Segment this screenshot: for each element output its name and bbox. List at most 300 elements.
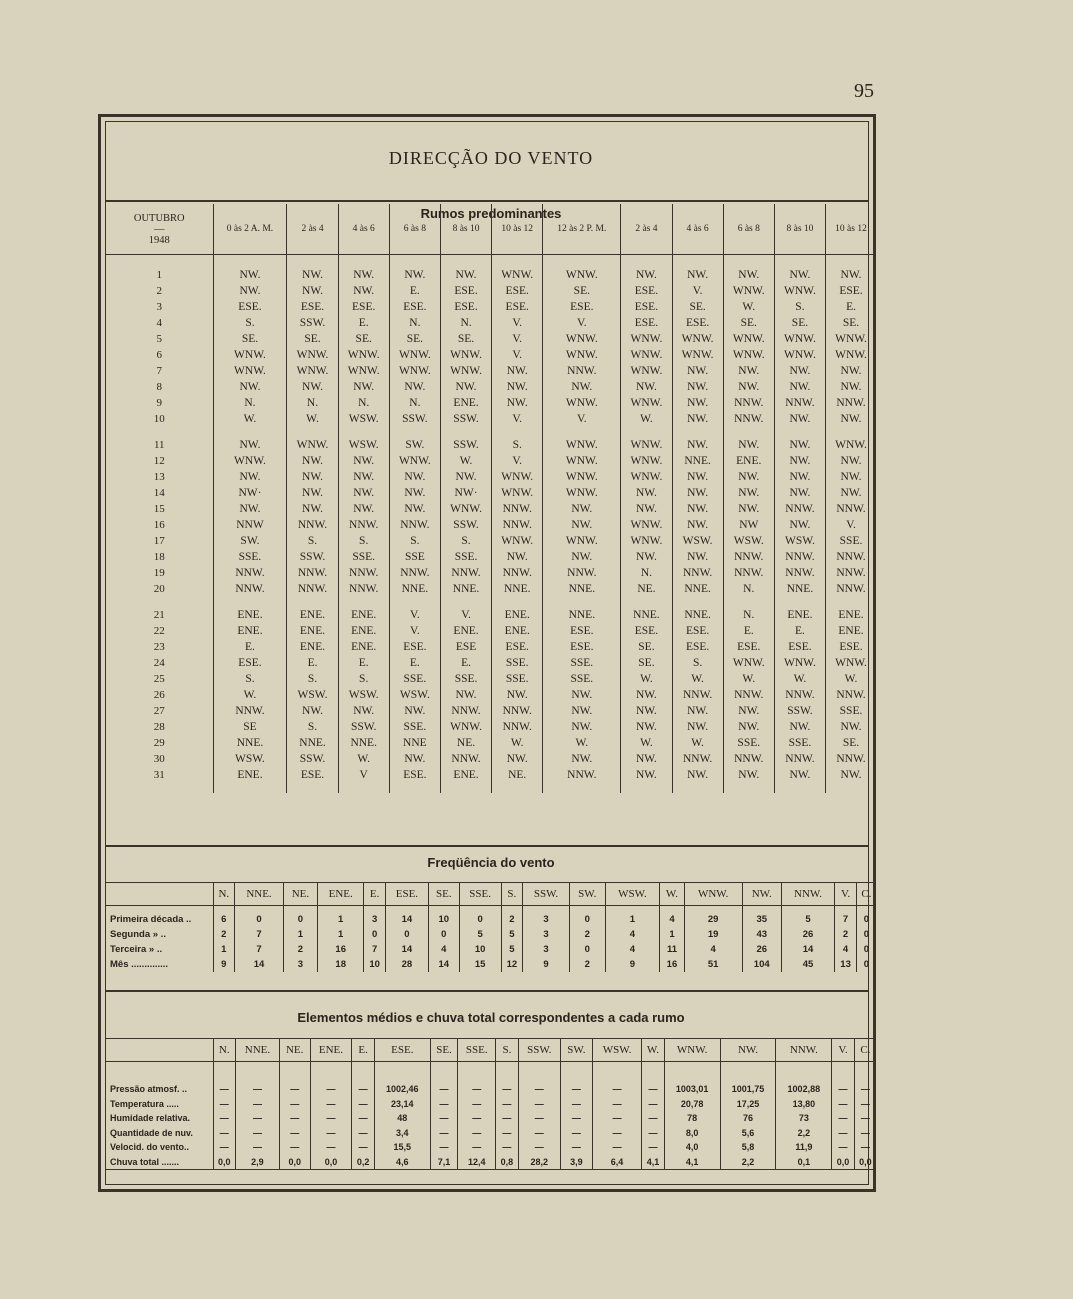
wind-direction-cell: WNW. [213, 347, 287, 363]
wind-direction-cell: NW. [492, 379, 543, 395]
frequency-cell: 3 [523, 942, 570, 957]
spacer-cell [430, 1062, 458, 1083]
element-cell: 2,2 [776, 1126, 832, 1141]
wind-direction-cell: WNW. [672, 347, 723, 363]
day-number: 22 [153, 625, 165, 637]
wind-direction-cell: V. [543, 411, 621, 427]
table-row [106, 581, 876, 597]
element-cell: — [642, 1126, 665, 1141]
frequency-cell: 14 [235, 957, 284, 972]
element-cell: — [310, 1140, 352, 1155]
element-cell: 48 [374, 1111, 430, 1126]
direction-header: NNE. [235, 883, 284, 906]
spacer-cell [389, 783, 440, 793]
table-row [106, 501, 876, 517]
day-number: 24 [153, 657, 165, 669]
wind-direction-cell: NNE. [389, 581, 440, 597]
spacer-cell [287, 597, 338, 607]
spacer-row [106, 597, 876, 607]
wind-direction-cell: NNW. [774, 565, 825, 581]
frequency-cell: 51 [684, 957, 742, 972]
frequency-title: Freqüência do vento [427, 855, 555, 870]
direction-header: E. [352, 1039, 375, 1062]
table-row [106, 1140, 876, 1155]
wind-direction-cell: NNW. [440, 703, 491, 719]
wind-direction-cell: NW. [543, 517, 621, 533]
frequency-cell: 3 [523, 912, 570, 927]
table-row [106, 331, 876, 347]
wind-direction-cell: ENE. [213, 607, 287, 623]
wind-direction-cell: NW. [213, 437, 287, 453]
wind-direction-cell: NNE. [543, 607, 621, 623]
direction-header: SE. [428, 883, 459, 906]
wind-direction-cell: SE. [621, 655, 672, 671]
wind-direction-cell: ESE. [492, 299, 543, 315]
wind-direction-cell: WNW. [213, 363, 287, 379]
day-number: 10 [153, 413, 165, 425]
direction-header: SSE. [458, 1039, 496, 1062]
element-cell: — [430, 1097, 458, 1112]
wind-direction-cell: S. [287, 533, 338, 549]
element-cell: 0,0 [832, 1155, 855, 1170]
wind-direction-cell: V. [672, 283, 723, 299]
element-cell: 4,1 [642, 1155, 665, 1170]
wind-direction-cell: SSE. [389, 719, 440, 735]
spacer-cell [543, 255, 621, 268]
element-cell: — [352, 1082, 375, 1097]
wind-direction-cell: E. [723, 623, 774, 639]
wind-direction-cell: NNW. [826, 565, 876, 581]
wind-direction-cell: NNW. [389, 565, 440, 581]
wind-direction-cell: NW· [440, 485, 491, 501]
frequency-cell: 1 [213, 942, 235, 957]
direction-header: N. [213, 1039, 236, 1062]
wind-direction-cell: NW. [826, 453, 876, 469]
wind-direction-cell: NNW. [826, 581, 876, 597]
wind-direction-cell: NW. [774, 379, 825, 395]
element-cell: 1002,46 [374, 1082, 430, 1097]
spacer-cell [774, 255, 825, 268]
wind-direction-cell: NNE. [213, 735, 287, 751]
direction-header: NNW. [776, 1039, 832, 1062]
wind-direction-cell: NW. [672, 719, 723, 735]
table-row [106, 927, 876, 942]
spacer-cell [213, 1062, 236, 1083]
wind-direction-cell: NW. [543, 501, 621, 517]
wind-direction-cell: NNW. [440, 565, 491, 581]
wind-direction-cell: NW. [621, 267, 672, 283]
direction-header: C. [854, 1039, 876, 1062]
table-row [106, 719, 876, 735]
wind-direction-cell: NW. [543, 549, 621, 565]
spacer-cell [642, 1062, 665, 1083]
wind-direction-cell: WSW. [338, 687, 389, 703]
wind-direction-cell: ESE. [621, 283, 672, 299]
direction-header: NE. [279, 1039, 310, 1062]
frequency-cell: 26 [781, 927, 835, 942]
wind-direction-cell: NW. [723, 501, 774, 517]
wind-direction-cell: E. [338, 315, 389, 331]
wind-direction-cell: WSW. [389, 687, 440, 703]
wind-direction-cell: ESE. [826, 283, 876, 299]
element-cell: 78 [664, 1111, 720, 1126]
wind-direction-cell: NNW. [774, 751, 825, 767]
wind-direction-cell: NW. [672, 363, 723, 379]
wind-direction-cell: V. [389, 607, 440, 623]
frequency-corner [106, 883, 213, 906]
wind-direction-cell: WSW. [338, 437, 389, 453]
day-number: 27 [153, 705, 165, 717]
frequency-cell: 1 [317, 912, 363, 927]
frequency-cell: 14 [385, 912, 428, 927]
day-number: 12 [153, 455, 165, 467]
table-row [106, 1155, 876, 1170]
wind-direction-cell: NNW. [774, 501, 825, 517]
hour-header: 10 às 12 [492, 204, 543, 255]
elements-header-row [106, 1039, 876, 1062]
frequency-cell: 2 [569, 927, 605, 942]
wind-direction-cell: WNW. [621, 469, 672, 485]
direction-header: S. [501, 883, 522, 906]
frequency-cell: 0 [283, 912, 317, 927]
frequency-cell: 14 [385, 942, 428, 957]
wind-direction-cell: ESE. [492, 639, 543, 655]
wind-direction-cell: SSE [389, 549, 440, 565]
element-cell: — [642, 1082, 665, 1097]
wind-direction-cell: ESE. [440, 299, 491, 315]
wind-direction-cell: ENE. [492, 607, 543, 623]
frequency-cell: 9 [213, 957, 235, 972]
frequency-cell: 0 [459, 912, 501, 927]
wind-direction-cell: NNW. [492, 565, 543, 581]
wind-direction-cell: ESE. [621, 299, 672, 315]
wind-direction-cell: W. [621, 411, 672, 427]
elements-divider [106, 990, 868, 992]
direction-header: SSE. [459, 883, 501, 906]
wind-direction-cell: NNW. [826, 501, 876, 517]
wind-direction-cell: S. [774, 299, 825, 315]
wind-direction-cell: E. [389, 655, 440, 671]
wind-direction-cell: SSW. [440, 517, 491, 533]
wind-direction-cell: WNW. [543, 395, 621, 411]
frequency-cell: 0 [856, 912, 876, 927]
direction-header: NNE. [236, 1039, 280, 1062]
day-number: 5 [156, 333, 162, 345]
wind-direction-cell: S. [672, 655, 723, 671]
wind-direction-cell: ESE. [287, 299, 338, 315]
table-row [106, 533, 876, 549]
frequency-cell: 9 [523, 957, 570, 972]
wind-direction-cell: NNW. [492, 501, 543, 517]
month-label: OUTUBRO [133, 212, 185, 224]
wind-direction-cell: SSE. [543, 655, 621, 671]
wind-direction-cell: SE. [440, 331, 491, 347]
wind-direction-cell: WSW. [338, 411, 389, 427]
wind-direction-cell: SSE. [826, 703, 876, 719]
frequency-cell: 0 [428, 927, 459, 942]
wind-direction-cell: ESE. [440, 283, 491, 299]
direction-header: N. [213, 883, 235, 906]
spacer-cell [854, 1062, 876, 1083]
table-row [106, 942, 876, 957]
wind-direction-cell: NW. [543, 703, 621, 719]
frequency-cell: 43 [742, 927, 781, 942]
wind-direction-cell: WNW. [287, 437, 338, 453]
wind-direction-cell: SSW. [440, 411, 491, 427]
wind-direction-cell: WNW. [389, 347, 440, 363]
wind-direction-cell: NW. [826, 363, 876, 379]
element-cell: — [560, 1140, 592, 1155]
element-cell: — [496, 1140, 519, 1155]
wind-direction-cell: W. [213, 411, 287, 427]
spacer-cell [338, 597, 389, 607]
direction-header: NE. [283, 883, 317, 906]
wind-direction-cell: S. [389, 533, 440, 549]
element-cell: 17,25 [720, 1097, 776, 1112]
element-cell: 0,0 [213, 1155, 236, 1170]
wind-direction-cell: SSW. [287, 315, 338, 331]
wind-direction-cell: ESE. [543, 623, 621, 639]
frequency-cell: 2 [501, 912, 522, 927]
day-number: 2 [156, 285, 162, 297]
wind-direction-cell: SE. [213, 331, 287, 347]
element-cell: 5,6 [720, 1126, 776, 1141]
wind-direction-cell: NNW. [672, 565, 723, 581]
spacer-cell [672, 255, 723, 268]
wind-direction-cell: ENE. [213, 767, 287, 783]
spacer-cell [440, 255, 491, 268]
wind-direction-cell: ENE. [287, 639, 338, 655]
wind-direction-cell: E. [213, 639, 287, 655]
wind-direction-cell: NW. [213, 379, 287, 395]
element-cell: — [518, 1126, 560, 1141]
wind-direction-cell: NW. [213, 501, 287, 517]
table-row [106, 517, 876, 533]
hour-header: 4 às 6 [338, 204, 389, 255]
wind-direction-cell: WNW. [774, 283, 825, 299]
direction-header: ENE. [317, 883, 363, 906]
wind-direction-cell: NNW. [774, 395, 825, 411]
element-cell: — [213, 1140, 236, 1155]
spacer-cell [492, 597, 543, 607]
wind-direction-cell: NW. [774, 453, 825, 469]
element-cell: 4,1 [664, 1155, 720, 1170]
day-number: 19 [153, 567, 165, 579]
direction-header: NW. [742, 883, 781, 906]
wind-direction-cell: ESE. [672, 623, 723, 639]
wind-direction-cell: NNW. [826, 687, 876, 703]
element-cell: — [458, 1126, 496, 1141]
element-cell: — [560, 1111, 592, 1126]
table-row [106, 283, 876, 299]
wind-direction-cell: SE. [672, 299, 723, 315]
wind-direction-cell: WNW. [543, 267, 621, 283]
wind-direction-cell: NNW. [338, 581, 389, 597]
frequency-cell: 28 [385, 957, 428, 972]
spacer-cell [374, 1062, 430, 1083]
wind-direction-cell: ENE. [492, 623, 543, 639]
frequency-cell: 0 [235, 912, 284, 927]
wind-direction-cell: NW. [774, 767, 825, 783]
element-cell: 20,78 [664, 1097, 720, 1112]
wind-direction-cell: V. [492, 315, 543, 331]
row-label: Velocid. do vento.. [110, 1142, 190, 1153]
wind-direction-cell: SSW. [338, 719, 389, 735]
day-number: 25 [153, 673, 165, 685]
element-cell: — [642, 1111, 665, 1126]
wind-direction-cell: NW. [826, 485, 876, 501]
spacer-cell [543, 783, 621, 793]
wind-direction-cell: WSW. [672, 533, 723, 549]
element-cell: — [458, 1111, 496, 1126]
wind-direction-cell: WNW. [543, 331, 621, 347]
wind-direction-cell: W. [621, 735, 672, 751]
frequency-cell: 7 [364, 942, 385, 957]
element-cell: — [310, 1126, 352, 1141]
wind-direction-cell: NW. [672, 411, 723, 427]
element-cell: — [213, 1111, 236, 1126]
spacer-cell [621, 255, 672, 268]
spacer-cell [106, 597, 213, 607]
wind-direction-cell: NW. [672, 703, 723, 719]
spacer-cell [560, 1062, 592, 1083]
frequency-cell: 16 [660, 957, 684, 972]
day-number: 8 [156, 381, 162, 393]
wind-direction-cell: NNW. [213, 703, 287, 719]
element-cell: — [213, 1082, 236, 1097]
direction-header: E. [364, 883, 385, 906]
table-row [106, 437, 876, 453]
direction-header: ESE. [374, 1039, 430, 1062]
element-cell: 4,0 [664, 1140, 720, 1155]
spacer-cell [723, 783, 774, 793]
spacer-cell [720, 1062, 776, 1083]
element-cell: 2,9 [236, 1155, 280, 1170]
frequency-cell: 35 [742, 912, 781, 927]
direction-table [106, 204, 876, 793]
element-cell: 0,0 [279, 1155, 310, 1170]
wind-direction-cell: SSE. [492, 655, 543, 671]
wind-direction-cell: WNW. [389, 453, 440, 469]
wind-direction-cell: SE [213, 719, 287, 735]
wind-direction-cell: NE. [492, 767, 543, 783]
wind-direction-cell: NW. [826, 469, 876, 485]
element-cell: 5,8 [720, 1140, 776, 1155]
frequency-cell: 18 [317, 957, 363, 972]
spacer-cell [621, 597, 672, 607]
frequency-cell: 5 [501, 942, 522, 957]
element-cell: — [832, 1140, 855, 1155]
wind-direction-cell: ENE. [287, 607, 338, 623]
wind-direction-cell: NW. [621, 719, 672, 735]
day-number: 1 [156, 269, 162, 281]
wind-direction-cell: NW. [672, 395, 723, 411]
wind-direction-cell: NW. [338, 485, 389, 501]
wind-direction-cell: WNW. [723, 655, 774, 671]
wind-direction-cell: NW. [621, 751, 672, 767]
wind-direction-cell: ESE [440, 639, 491, 655]
wind-direction-cell: NNE. [672, 581, 723, 597]
wind-direction-cell: SSE. [440, 671, 491, 687]
wind-direction-cell: ESE. [213, 655, 287, 671]
wind-direction-cell: SSW. [440, 437, 491, 453]
table-row [106, 1111, 876, 1126]
direction-header: NNW. [781, 883, 835, 906]
wind-direction-cell: ESE. [621, 623, 672, 639]
element-cell: — [518, 1097, 560, 1112]
day-number: 14 [153, 487, 165, 499]
rumos-header: Rumos predominantes [420, 206, 562, 221]
table-row [106, 1126, 876, 1141]
wind-direction-cell: NW. [672, 549, 723, 565]
table-inner [105, 121, 872, 1185]
hour-header: 10 às 12 [826, 204, 876, 255]
wind-direction-cell: SSE. [389, 671, 440, 687]
element-cell: 23,14 [374, 1097, 430, 1112]
table-row [106, 411, 876, 427]
frequency-cell: 2 [835, 927, 856, 942]
wind-direction-cell: W. [440, 453, 491, 469]
wind-direction-cell: WNW. [621, 453, 672, 469]
table-row [106, 703, 876, 719]
wind-direction-cell: N. [723, 581, 774, 597]
wind-direction-cell: NW. [287, 379, 338, 395]
wind-direction-cell: SSE. [440, 549, 491, 565]
element-cell: 15,5 [374, 1140, 430, 1155]
table-row [106, 347, 876, 363]
wind-direction-cell: ESE. [287, 767, 338, 783]
wind-direction-cell: ESE. [389, 299, 440, 315]
wind-direction-cell: WNW. [621, 363, 672, 379]
wind-direction-cell: WNW. [440, 363, 491, 379]
spacer-cell [213, 783, 287, 793]
wind-direction-cell: WNW. [492, 485, 543, 501]
spacer-cell [492, 255, 543, 268]
row-label: Quantidade de nuv. [110, 1127, 193, 1138]
spacer-cell [287, 427, 338, 437]
wind-direction-cell: NW. [621, 703, 672, 719]
day-number: 23 [153, 641, 165, 653]
wind-direction-cell: W. [826, 671, 876, 687]
wind-direction-cell: NNW. [287, 565, 338, 581]
element-cell: 0,0 [854, 1155, 876, 1170]
frequency-cell: 29 [684, 912, 742, 927]
element-cell: — [279, 1126, 310, 1141]
element-cell: 0,8 [496, 1155, 519, 1170]
frequency-cell: 1 [660, 927, 684, 942]
wind-direction-cell: NNW. [287, 517, 338, 533]
elements-title: Elementos médios e chuva total correspondentes a cada rumo [297, 1010, 685, 1025]
spacer-cell [440, 597, 491, 607]
wind-direction-cell: WNW. [826, 437, 876, 453]
spacer-cell [723, 427, 774, 437]
table-row [106, 957, 876, 972]
wind-direction-cell: NNW. [543, 767, 621, 783]
row-label: Mês .............. [110, 959, 169, 970]
wind-direction-cell: N. [287, 395, 338, 411]
element-cell: — [496, 1126, 519, 1141]
row-label: Pressão atmosf. .. [110, 1084, 188, 1095]
wind-direction-cell: NW. [774, 267, 825, 283]
wind-direction-cell: S. [287, 671, 338, 687]
wind-direction-cell: NW. [287, 469, 338, 485]
wind-direction-cell: NW. [672, 501, 723, 517]
wind-direction-cell: NNW. [213, 581, 287, 597]
wind-direction-cell: SSW. [287, 549, 338, 565]
wind-direction-cell: NNW. [774, 549, 825, 565]
element-cell: 4,6 [374, 1155, 430, 1170]
element-cell: 3,9 [560, 1155, 592, 1170]
